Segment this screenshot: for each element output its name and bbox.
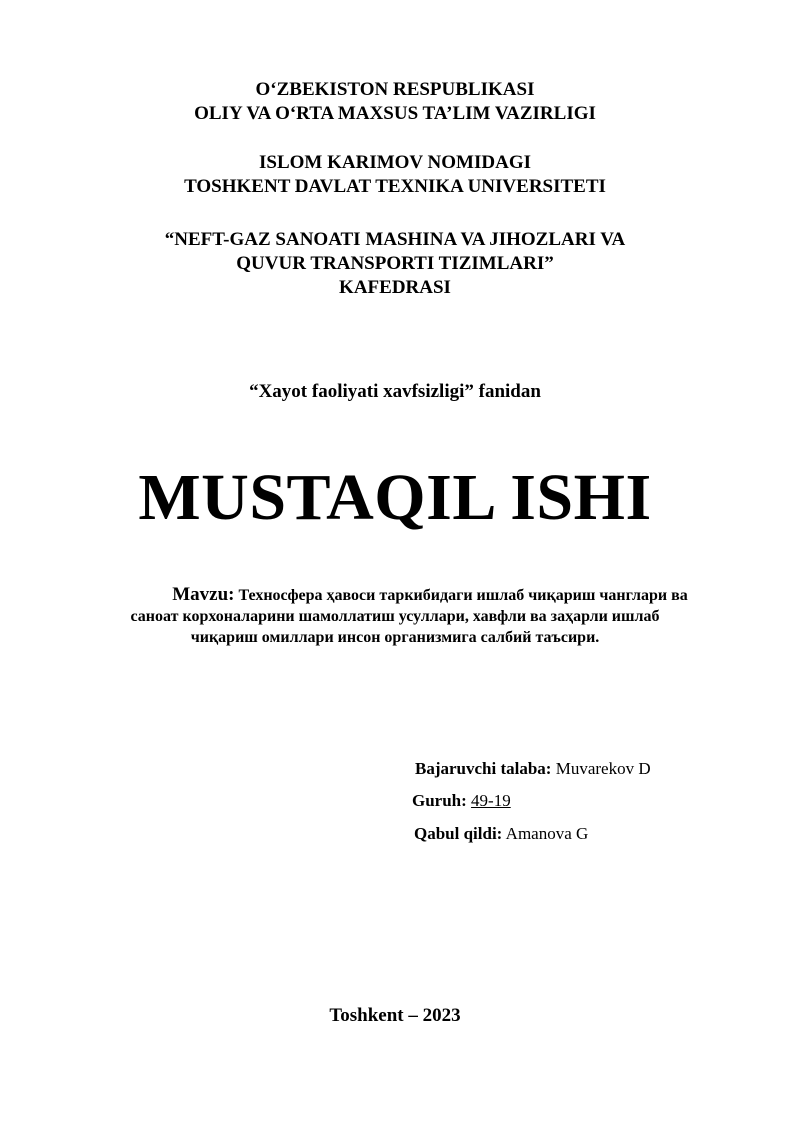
student-name: Muvarekov D [555,759,651,778]
group-label: Guruh: [412,791,467,810]
department-line-3: KAFEDRASI [339,277,451,298]
department-line-2: QUVUR TRANSPORTI TIZIMLARI” [236,253,554,274]
ministry-line-2: OLIY VA O‘RTA MAXSUS TA’LIM VAZIRLIGI [194,103,596,124]
accepted-name: Amanova G [505,824,589,843]
group-number: 49-19 [471,791,511,810]
ministry-line-1: O‘ZBEKISTON RESPUBLIKASI [255,79,535,100]
topic-text: Техносфера ҳавоси таркибидаги ишлаб чиқариш чанглари ва саноат корхоналарини шамоллатиш усуллари, хавфли ва заҳарли ишлаб чиқариш омиллари инсон организмига салбий таъсири. [130,587,688,646]
topic-block [100,584,690,648]
university-line-2: TOSHKENT DAVLAT TEXNIKA UNIVERSITETI [184,176,606,197]
student-row [415,758,651,780]
city-year: Toshkent – 2023 [329,1005,461,1026]
department-line-1: “NEFT-GAZ SANOATI MASHINA VA JIHOZLARI VA [164,229,626,250]
student-label: Bajaruvchi talaba: [415,759,552,778]
accepted-row [414,823,588,845]
document-title: MUSTAQIL ISHI [138,461,652,534]
accepted-label: Qabul qildi: [414,824,503,843]
subject-line: “Xayot faoliyati xavfsizligi” fanidan [249,381,541,402]
university-line-1: ISLOM KARIMOV NOMIDAGI [259,152,531,173]
topic-label: Mavzu: [172,584,235,605]
group-row [412,790,511,812]
